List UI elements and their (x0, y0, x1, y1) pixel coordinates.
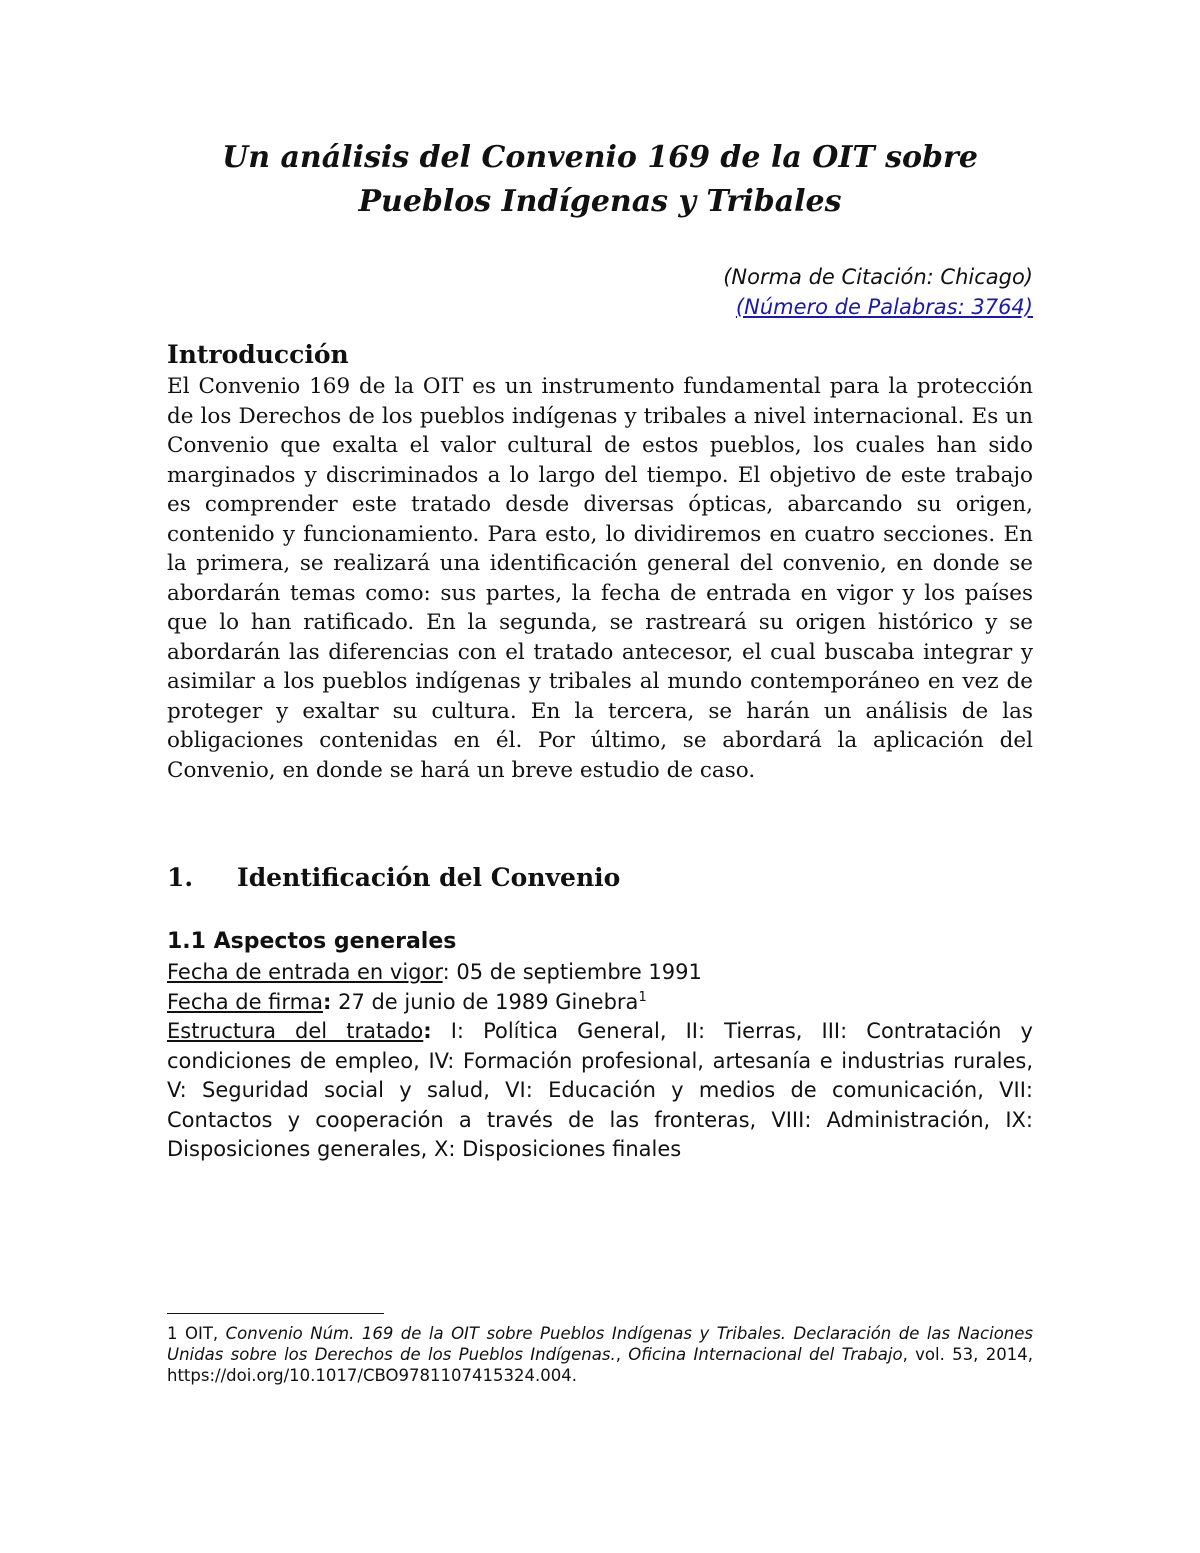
footnote-ref-1[interactable]: 1 (638, 990, 647, 1005)
footnote-sep: , (615, 1345, 629, 1364)
footnote-details: , vol. 53, 2014, (902, 1345, 1033, 1364)
footnote-author: OIT, (177, 1324, 226, 1343)
footnote-publisher: Oficina Internacional del Trabajo (628, 1345, 903, 1364)
treaty-structure-label: Estructura del tratado (167, 1019, 424, 1043)
footnote-title: Convenio Núm. 169 de la OIT sobre Pueblos Indígenas y Tribales. Declaración de las Naciones Unidas sobre los Derechos de los Pueblos Indígenas. (167, 1324, 1033, 1364)
signature-date-label: Fecha de firma (167, 990, 323, 1014)
treaty-structure-field (167, 1017, 1033, 1165)
signature-date-sep: : (323, 990, 332, 1014)
document-title: Un análisis del Convenio 169 de la OIT sobre Pueblos Indígenas y Tribales (222, 140, 978, 219)
entry-into-force-sep: : (442, 960, 450, 984)
footnote-number: 1 (167, 1324, 178, 1343)
treaty-structure-value: I: Política General, II: Tierras, III: Contratación y condiciones de empleo, IV: Formación profesional, artesanía e industrias rurales, V: Seguridad social y salud, VI: Educación y medios de comunicación, VII: Contactos y cooperación a través de las fronteras, VIII: Administración, IX: Disposiciones generales, X: Disposiciones finales (167, 1019, 1033, 1161)
entry-into-force-label: Fecha de entrada en vigor (167, 960, 443, 984)
intro-paragraph: El Convenio 169 de la OIT es un instrumento fundamental para la protección de los Derechos de los pueblos indígenas y tribales a nivel internacional. Es un Convenio que exalta el valor cultural de estos pueblos, los cuales han sido marginados y discriminados a lo largo del tiempo. El objetivo de este trabajo es comprender este tratado desde diversas ópticas, abarcando su origen, contenido y funcionamiento. Para esto, lo dividiremos en cuatro secciones. En la primera, se realizará una identificación general del convenio, en donde se abordarán temas como: sus partes, la fecha de entrada en vigor y los países que lo han ratificado. En la segunda, se rastreará su origen histórico y se abordarán las diferencias con el tratado antecesor, el cual buscaba integrar y asimilar a los pueblos indígenas y tribales al mundo contemporáneo en vez de proteger y exaltar su cultura. En la tercera, se harán un análisis de las obligaciones contenidas en él. Por último, se abordará la aplicación del Convenio, en donde se hará un breve estudio de caso. (167, 374, 1033, 783)
footnote-doi-link[interactable]: https://doi.org/10.1017/CBO9781107415324.004 (167, 1366, 572, 1385)
subsection-1-1-heading: 1.1 Aspectos generales (167, 929, 457, 954)
section-1-heading (167, 860, 620, 896)
entry-into-force-value: 05 de septiembre 1991 (449, 960, 702, 984)
footnote-separator (167, 1313, 384, 1314)
signature-date-value: 27 de junio de 1989 Ginebra (331, 990, 639, 1014)
section-1-title: Identificación del Convenio (237, 863, 621, 892)
treaty-structure-sep: : (423, 1019, 432, 1043)
footnote-end: . (571, 1366, 577, 1385)
footnote-1 (167, 1323, 1033, 1386)
citation-norm: (Norma de Citación: Chicago) (723, 265, 1033, 289)
word-count-link[interactable]: (Número de Palabras: 3764) (735, 295, 1033, 319)
signature-date-field (167, 988, 1033, 1018)
intro-heading: Introducción (167, 340, 349, 369)
section-1-number: 1. (167, 863, 194, 892)
entry-into-force-field (167, 958, 1033, 988)
